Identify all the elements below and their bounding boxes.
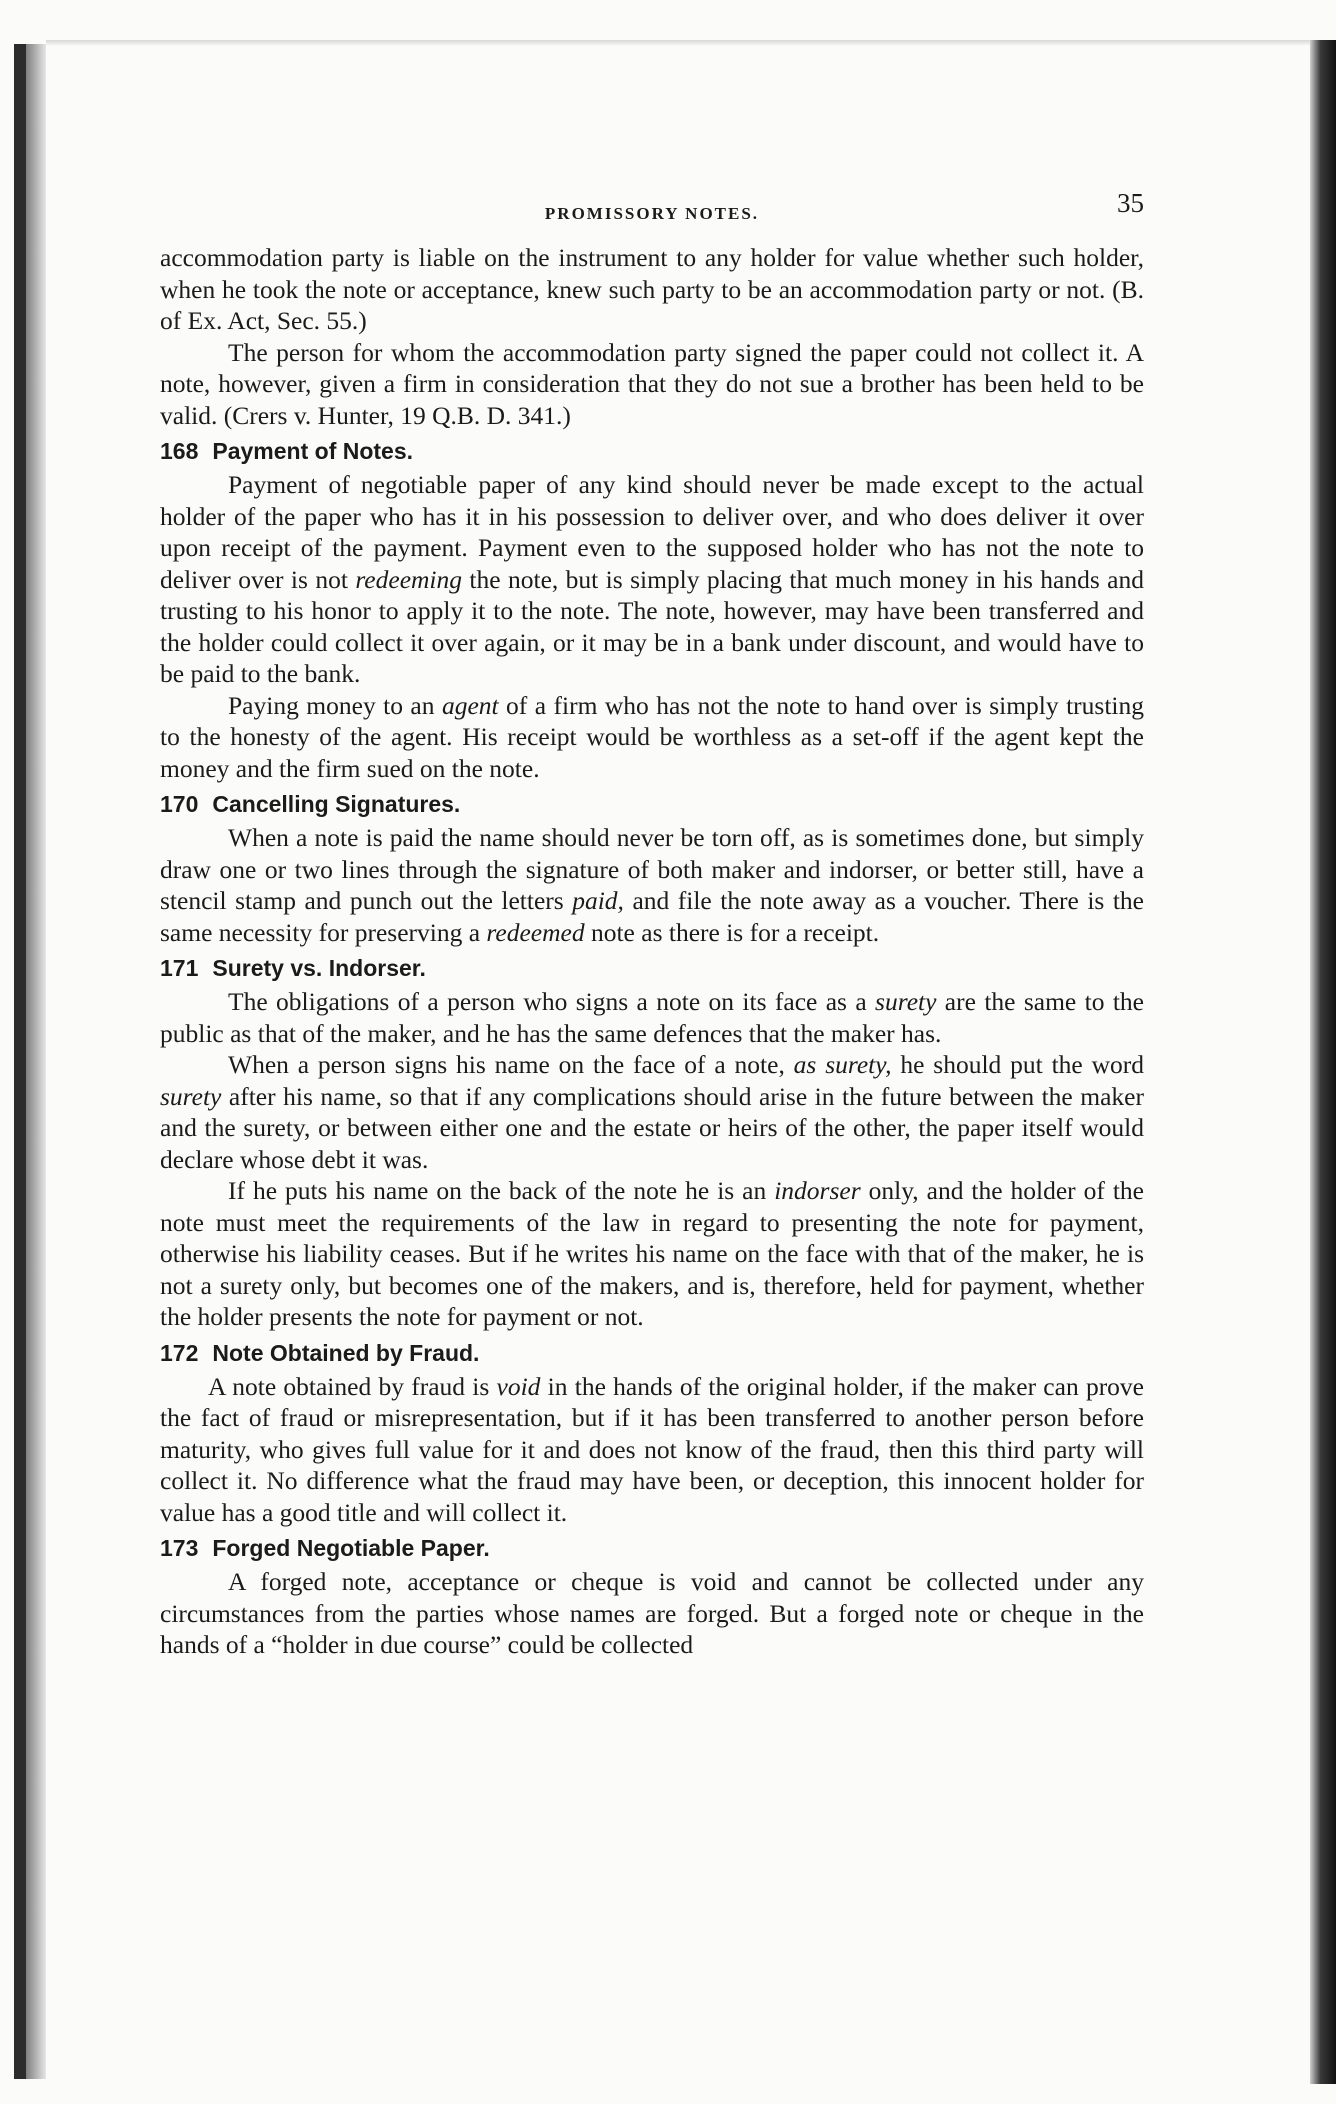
running-title: PROMISSORY NOTES. bbox=[544, 204, 760, 223]
page-number: 35 bbox=[1117, 188, 1144, 218]
section-title: Surety vs. Indorser. bbox=[212, 955, 426, 981]
paragraph-171-1: The obligations of a person who signs a note on its face as a surety are the same to the public as that of the maker, and he has the same defences that the maker has. bbox=[160, 987, 1144, 1048]
section-heading-172 bbox=[160, 1337, 1144, 1369]
paragraph-170-1: When a note is paid the name should never be torn off, as is sometimes done, but simply draw one or two lines through the signature of both maker and indorser, or better still, have a stencil stamp and punch out the letters paid, and file the note away as a voucher. There is the same necessity for preserving a redeemed note as there is for a receipt. bbox=[160, 823, 1144, 947]
page-gutter-shadow bbox=[26, 44, 46, 2079]
section-title: Forged Negotiable Paper. bbox=[212, 1535, 490, 1561]
paragraph-168-1: Payment of negotiable paper of any kind should never be made except to the actual holder of the paper who has it in his possession to deliver over, and who does deliver it over upon receipt of the payment. Payment even to the supposed holder who has not the note to deliver over is not redeeming the note, but is simply placing that much money in his hands and trusting to his honor to apply it to the note. The note, however, may have been transferred and the holder could collect it over again, or it may be in a bank under discount, and would have to be paid to the bank. bbox=[160, 470, 1144, 688]
paragraph-171-2: When a person signs his name on the face of a note, as surety, he should put the word surety after his name, so that if any complications should arise in the future between the maker and the surety, or between either one and the estate or heirs of the other, the paper itself would declare whose debt it was. bbox=[160, 1050, 1144, 1174]
section-heading-168 bbox=[160, 435, 1144, 467]
section-number: 171 bbox=[160, 955, 199, 981]
book-spine-shadow bbox=[14, 44, 26, 2079]
section-heading-171 bbox=[160, 952, 1144, 984]
section-title: Payment of Notes. bbox=[212, 438, 414, 464]
section-number: 168 bbox=[160, 438, 199, 464]
paragraph-accommodation-collect: The person for whom the accommodation party signed the paper could not collect it. A note, however, given a firm in consideration that they do not sue a brother has been held to be valid. (Crers v. Hunter, 19 Q.B. D. 341.) bbox=[160, 337, 1144, 430]
section-number: 173 bbox=[160, 1535, 199, 1561]
paragraph-171-3: If he puts his name on the back of the note he is an indorser only, and the holder of the note must meet the requirements of the law in regard to presenting the note for payment, otherwise his liability ceases. But if he writes his name on the face with that of the maker, he is not a surety only, but becomes one of the makers, and is, therefore, held for payment, whether the holder presents the note for payment or not. bbox=[160, 1176, 1144, 1331]
section-number: 170 bbox=[160, 791, 199, 817]
page-text-block bbox=[160, 188, 1144, 1661]
paragraph-168-2: Paying money to an agent of a firm who has not the note to hand over is simply trusting to the honesty of the agent. His receipt would be worthless as a set-off if the agent kept the money and the firm sued on the note. bbox=[160, 690, 1145, 783]
paragraph-173-1: A forged note, acceptance or cheque is void and cannot be collected under any circumstances from the parties whose names are forged. But a forged note or cheque in the hands of a “holder in due course” could be collected bbox=[160, 1567, 1144, 1659]
section-heading-170 bbox=[160, 788, 1144, 820]
page-top-edge bbox=[46, 40, 1310, 46]
section-number: 172 bbox=[160, 1339, 199, 1366]
running-head bbox=[160, 188, 1144, 228]
page-right-edge bbox=[1310, 40, 1336, 2084]
paragraph-accommodation-liability: accommodation party is liable on the instrument to any holder for value whether such holder, when he took the note or acceptance, knew such party to be an accommodation party or not. (B. of Ex. Act, Sec. 55.) bbox=[160, 243, 1144, 335]
section-heading-173 bbox=[160, 1532, 1144, 1564]
section-title: Cancelling Signatures. bbox=[212, 791, 461, 817]
section-title: Note Obtained by Fraud. bbox=[212, 1339, 480, 1366]
paragraph-172-1: A note obtained by fraud is void in the hands of the original holder, if the maker can prove the fact of fraud or misrepresentation, but if it has been transferred to another person before maturity, who gives full value for it and does not know of the fraud, then this third party will collect it. No difference what the fraud may have been, or deception, this innocent holder for value has a good title and will collect it. bbox=[160, 1371, 1145, 1527]
